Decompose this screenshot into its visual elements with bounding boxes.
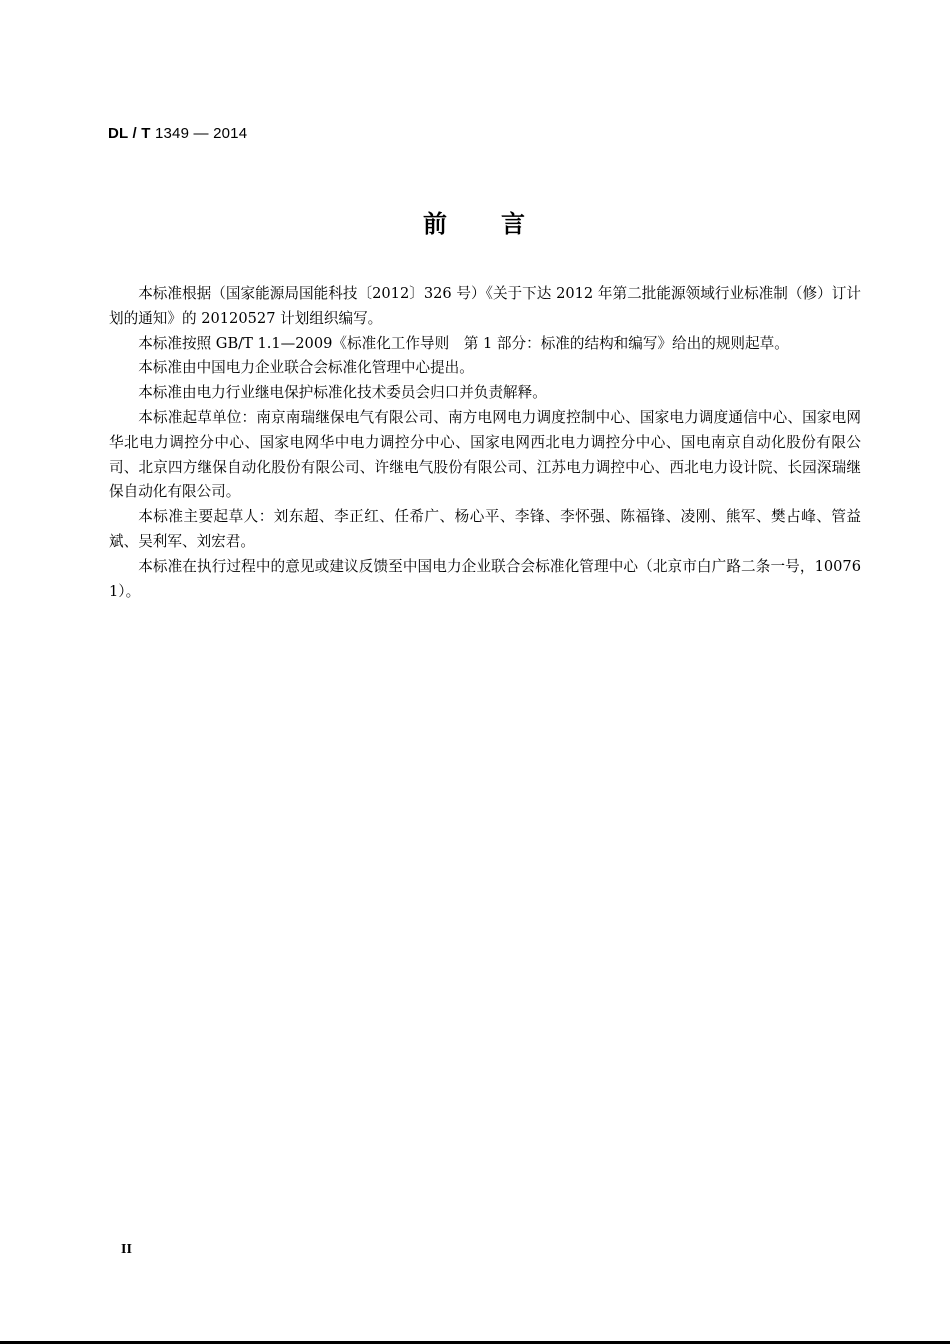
paragraph-basis: 本标准根据（国家能源局国能科技〔2012〕326 号）《关于下达 2012 年第二批能源领域行业标准制（修）订计划的通知》的 20120527 计划组织编写。 xyxy=(109,285,861,327)
standard-code-number: 1349 — 2014 xyxy=(150,125,248,142)
paragraph-drafting-units: 本标准起草单位：南京南瑞继保电气有限公司、南方电网电力调度控制中心、国家电力调度通信中心、国家电网华北电力调控分中心、国家电网华中电力调控分中心、国家电网西北电力调控分中心、国电南京自动化股份有限公司、北京四方继保自动化股份有限公司、许继电气股份有限公司、江苏电力调控中心、西北电力设计院、长园深瑞继保自动化有限公司。 xyxy=(109,408,861,501)
paragraph-interpretation: 本标准由电力行业继电保护标准化技术委员会归口并负责解释。 xyxy=(138,384,547,402)
foreword-body xyxy=(109,282,861,604)
paragraph-feedback: 本标准在执行过程中的意见或建议反馈至中国电力企业联合会标准化管理中心（北京市白广路二条一号，100761）。 xyxy=(109,557,861,600)
paragraph-drafters: 本标准主要起草人：刘东超、李正红、任希广、杨心平、李锋、李怀强、陈福锋、凌刚、熊军、樊占峰、管益斌、吴利军、刘宏君。 xyxy=(109,508,861,550)
standard-code-header xyxy=(108,125,247,142)
page-number: II xyxy=(121,1242,132,1257)
standard-code-prefix: DL / T xyxy=(108,125,151,142)
page-title: 前 言 xyxy=(423,210,527,238)
paragraph-proposer: 本标准由中国电力企业联合会标准化管理中心提出。 xyxy=(138,359,474,377)
paragraph-drafting-rules: 本标准按照 GB/T 1.1—2009《标准化工作导则 第 1 部分：标准的结构和编写》给出的规则起草。 xyxy=(138,334,789,352)
